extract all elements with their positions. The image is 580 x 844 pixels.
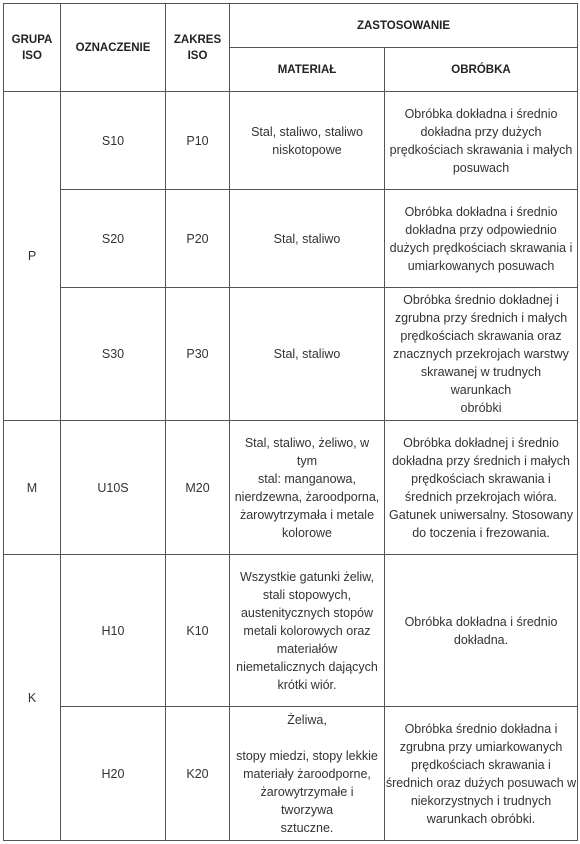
oznaczenie-cell: S10 (61, 92, 166, 190)
grupa-cell: M (4, 421, 61, 555)
obrobka-cell: Obróbka średnio dokładnej i zgrubna przy średnich i małych prędkościach skrawania oraz znacznych przekrojach warstwy skrawanej w trudnych warunkach obróbki (385, 288, 578, 421)
oznaczenie-cell: H20 (61, 707, 166, 841)
material-cell: Stal, staliwo, żeliwo, w tym stal: manganowa, nierdzewna, żaroodporna, żarowytrzymała i metale kolorowe (230, 421, 385, 555)
grupa-cell: P (4, 92, 61, 421)
oznaczenie-cell: S20 (61, 190, 166, 288)
zakres-cell: K10 (166, 555, 230, 707)
oznaczenie-cell: U10S (61, 421, 166, 555)
oznaczenie-cell: H10 (61, 555, 166, 707)
obrobka-cell: Obróbka dokładna i średnio dokładna przy dużych prędkościach skrawania i małych posuwach (385, 92, 578, 190)
material-cell: Wszystkie gatunki żeliw, stali stopowych, austenitycznych stopów metali kolorowych oraz materiałów niemetalicznych dających krótki wiór. (230, 555, 385, 707)
zakres-cell: K20 (166, 707, 230, 841)
grupa-cell: K (4, 555, 61, 841)
material-cell: Stal, staliwo, staliwo niskotopowe (230, 92, 385, 190)
obrobka-cell: Obróbka dokładna i średnio dokładna. (385, 555, 578, 707)
header-material: MATERIAŁ (230, 48, 385, 92)
iso-grade-table (3, 3, 578, 841)
material-cell: Stal, staliwo (230, 190, 385, 288)
zakres-cell: M20 (166, 421, 230, 555)
table-row (4, 421, 578, 555)
header-zastosowanie: ZASTOSOWANIE (230, 4, 578, 48)
zakres-cell: P30 (166, 288, 230, 421)
material-cell: Żeliwa, stopy miedzi, stopy lekkie materiały żaroodporne, żarowytrzymałe i tworzywa sztuczne. (230, 707, 385, 841)
table-row (4, 92, 578, 190)
table-row (4, 190, 578, 288)
oznaczenie-cell: S30 (61, 288, 166, 421)
table-row (4, 555, 578, 707)
table-row (4, 288, 578, 421)
zakres-cell: P10 (166, 92, 230, 190)
obrobka-cell: Obróbka dokładna i średnio dokładna przy odpowiednio dużych prędkościach skrawania i umiarkowanych posuwach (385, 190, 578, 288)
header-obrobka: OBRÓBKA (385, 48, 578, 92)
table-row (4, 707, 578, 841)
material-cell: Stal, staliwo (230, 288, 385, 421)
zakres-cell: P20 (166, 190, 230, 288)
header-zakres-iso: ZAKRES ISO (166, 4, 230, 92)
obrobka-cell: Obróbka średnio dokładna i zgrubna przy umiarkowanych prędkościach skrawania i średnich oraz dużych posuwach w niekorzystnych i trudnych warunkach obróbki. (385, 707, 578, 841)
header-grupa-iso: GRUPA ISO (4, 4, 61, 92)
header-oznaczenie: OZNACZENIE (61, 4, 166, 92)
obrobka-cell: Obróbka dokładnej i średnio dokładna przy średnich i małych prędkościach skrawania i średnich przekrojach wióra. Gatunek uniwersalny. Stosowany do toczenia i frezowania. (385, 421, 578, 555)
